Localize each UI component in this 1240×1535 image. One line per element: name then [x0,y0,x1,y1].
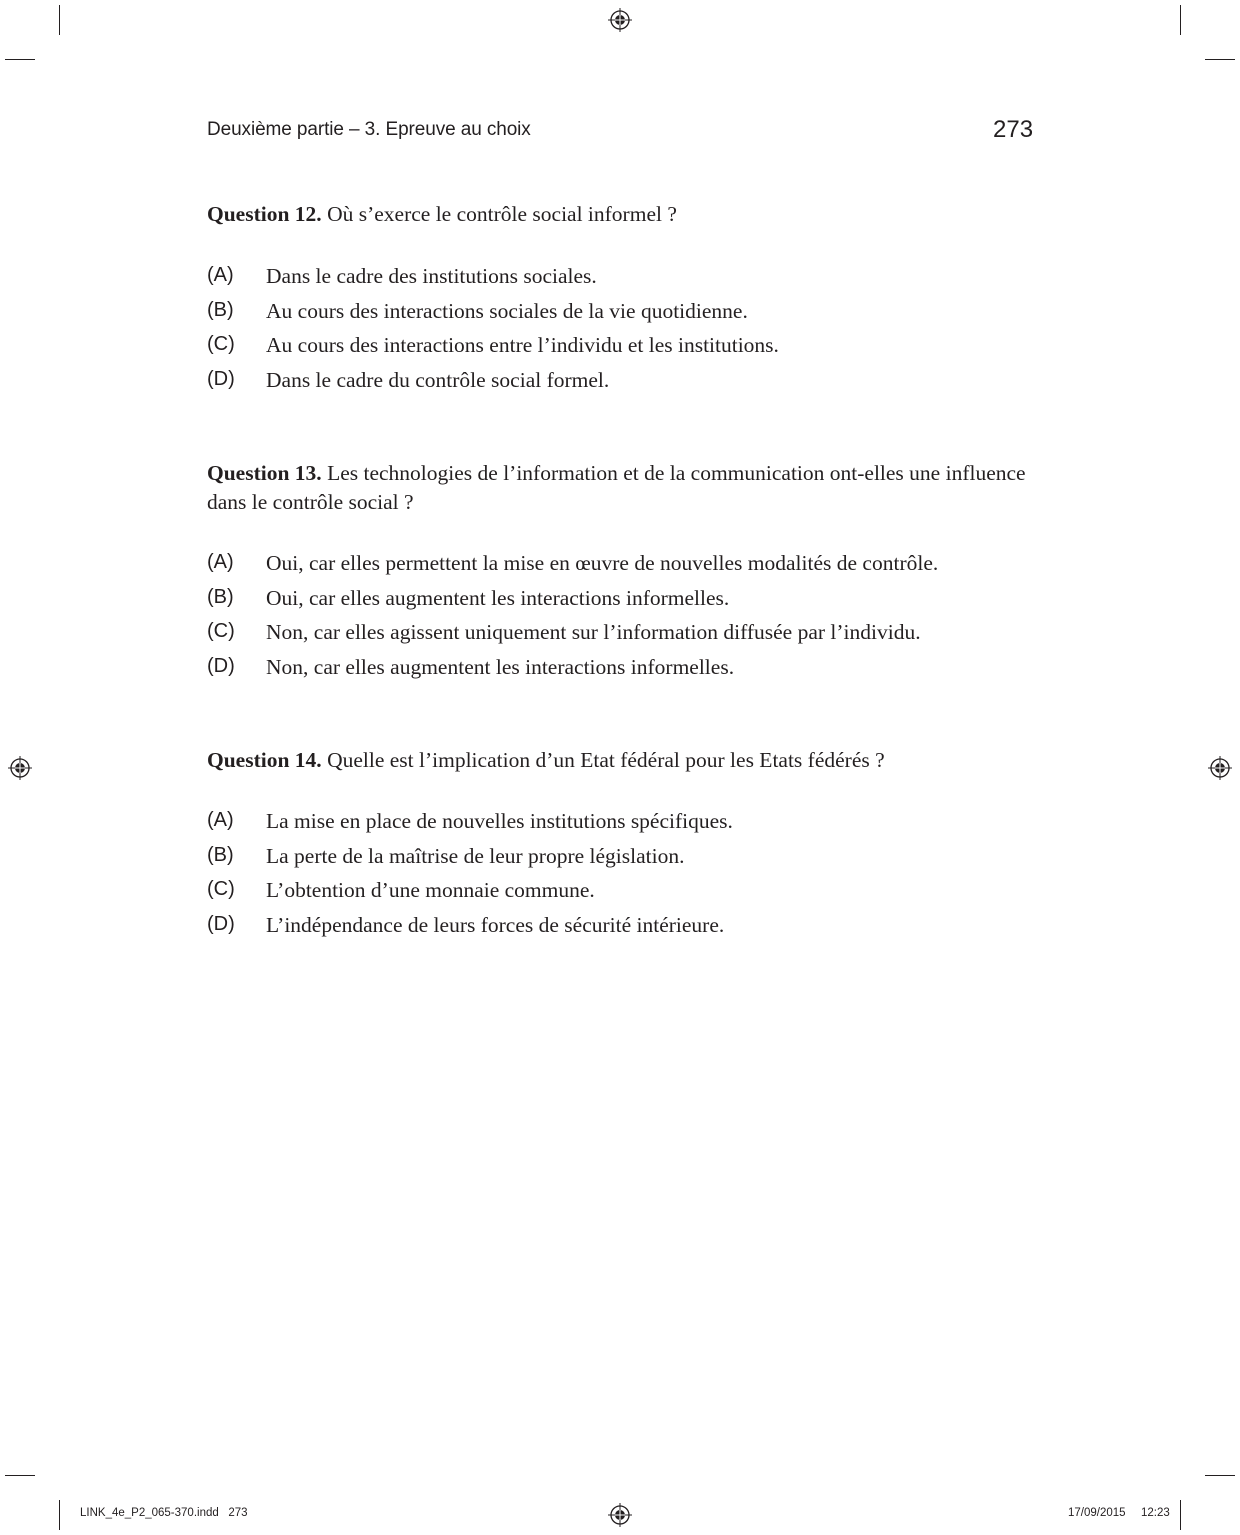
option-text: La mise en place de nouvelles institutions spécifiques. [266,809,733,833]
option-letter: (A) [207,264,234,286]
crop-mark [59,5,60,35]
page-number: 273 [993,116,1034,143]
option-letter: (B) [207,298,234,321]
question-text: Où s’exerce le contrôle social informel ? [327,202,677,226]
question-label: Question 12. [207,202,322,226]
answer-option [207,620,1047,655]
option-text: Au cours des interactions entre l’individu et les institutions. [266,333,779,357]
option-letter: (A) [207,809,234,831]
answer-option [207,844,1047,879]
option-text: L’indépendance de leurs forces de sécurité intérieure. [266,912,725,937]
option-letter: (A) [207,551,234,573]
option-letter: (D) [207,912,235,935]
crop-mark [5,59,35,60]
running-head: Deuxième partie – 3. Epreuve au choix [207,119,531,140]
option-letter: (C) [207,878,235,900]
option-text: La perte de la maîtrise de leur propre législation. [266,843,685,868]
question-text: Quelle est l’implication d’un Etat fédéral pour les Etats fédérés ? [327,748,885,772]
question-label: Question 14. [207,748,322,772]
question-text: Les technologies de l’information et de la communication ont-elles une influence dans le contrôle social ? [207,461,1026,514]
question-12 [207,200,1047,229]
option-letter: (D) [207,654,235,677]
option-text: Non, car elles agissent uniquement sur l’information diffusée par l’individu. [266,620,921,644]
question-13 [207,459,1047,517]
slug-filename: LINK_4e_P2_065-370.indd 273 [80,1507,248,1519]
answer-options [207,551,1047,689]
answer-options [207,264,1047,402]
registration-target-icon [1208,756,1232,780]
crop-mark [59,1500,60,1530]
registration-target-icon [608,1503,632,1527]
registration-target-icon [8,756,32,780]
option-letter: (B) [207,843,234,866]
registration-target-icon [608,8,632,32]
question-label: Question 13. [207,461,322,485]
answer-option [207,878,1047,913]
answer-option [207,333,1047,368]
crop-mark [5,1475,35,1476]
option-text: Dans le cadre des institutions sociales. [266,264,597,288]
crop-mark [1180,5,1181,35]
crop-mark [1205,59,1235,60]
crop-mark [1180,1500,1181,1530]
question-14 [207,746,1047,775]
answer-option [207,809,1047,844]
option-text: Oui, car elles augmentent les interactions informelles. [266,585,730,610]
option-text: Oui, car elles permettent la mise en œuvre de nouvelles modalités de contrôle. [266,551,939,575]
answer-option [207,655,1047,690]
option-letter: (D) [207,367,235,390]
answer-option [207,913,1047,948]
crop-mark [1205,1475,1235,1476]
answer-option [207,586,1047,621]
option-text: Dans le cadre du contrôle social formel. [266,367,610,392]
answer-option [207,299,1047,334]
answer-options [207,809,1047,947]
option-letter: (B) [207,585,234,608]
answer-option [207,368,1047,403]
option-text: L’obtention d’une monnaie commune. [266,878,595,902]
answer-option [207,551,1047,586]
slug-time: 12:23 [1141,1507,1170,1519]
option-text: Non, car elles augmentent les interactions informelles. [266,654,735,679]
option-text: Au cours des interactions sociales de la vie quotidienne. [266,298,748,323]
slug-date: 17/09/2015 [1068,1507,1126,1519]
option-letter: (C) [207,333,235,355]
option-letter: (C) [207,620,235,642]
answer-option [207,264,1047,299]
